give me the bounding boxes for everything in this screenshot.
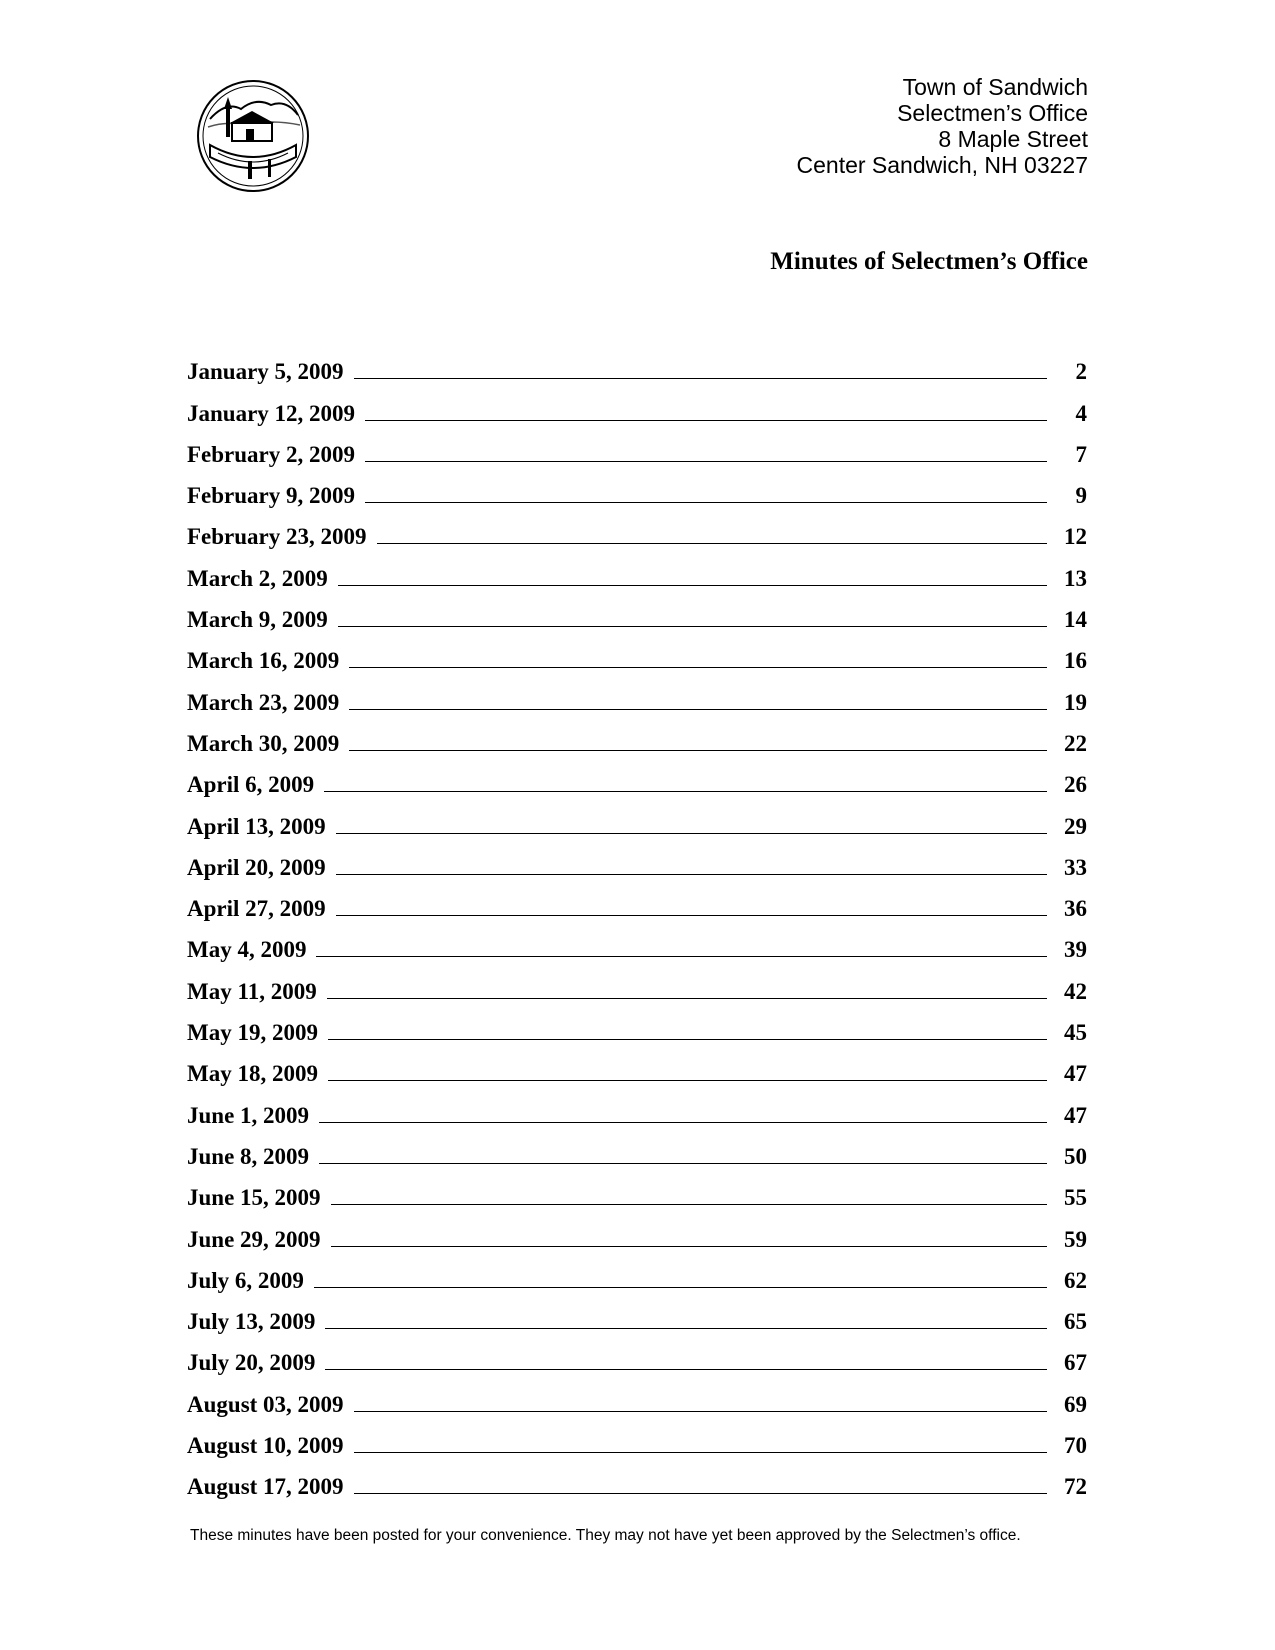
toc-entry[interactable] (187, 385, 1087, 426)
toc-entry[interactable] (187, 1294, 1087, 1335)
footer-note: These minutes have been posted for your convenience. They may not have yet been approved by the Selectmen’s office. (190, 1527, 1021, 1544)
toc-entry-date: August 03, 2009 (187, 1391, 344, 1417)
toc-leader-line (336, 832, 1047, 834)
toc-leader-line (354, 377, 1047, 379)
toc-entry-page: 26 (1064, 772, 1087, 798)
toc-entry[interactable] (187, 757, 1087, 798)
toc-entry[interactable] (187, 881, 1087, 922)
toc-entry-page: 22 (1064, 730, 1087, 756)
toc-leader-line (365, 501, 1047, 503)
toc-entry-page: 65 (1064, 1309, 1087, 1335)
toc-entry-date: May 4, 2009 (187, 937, 307, 963)
address-town: Town of Sandwich (902, 74, 1088, 100)
toc-entry-date: June 8, 2009 (187, 1143, 310, 1169)
toc-entry-date: June 1, 2009 (187, 1102, 310, 1128)
toc-entry[interactable] (187, 1253, 1087, 1294)
toc-leader-line (338, 584, 1047, 586)
toc-entry[interactable] (187, 674, 1087, 715)
toc-entry[interactable] (187, 427, 1087, 468)
toc-leader-line (325, 1327, 1047, 1329)
toc-leader-line (316, 955, 1047, 957)
toc-entry[interactable] (187, 1005, 1087, 1046)
toc-entry[interactable] (187, 840, 1087, 881)
toc-leader-line (354, 1492, 1047, 1494)
toc-leader-line (365, 460, 1047, 462)
toc-leader-line (327, 997, 1047, 999)
toc-leader-line (338, 625, 1047, 627)
toc-leader-line (365, 419, 1047, 421)
toc-entry-page: 62 (1064, 1267, 1087, 1293)
toc-entry[interactable] (187, 550, 1087, 591)
toc-leader-line (377, 542, 1047, 544)
page-title: Minutes of Selectmen’s Office (770, 248, 1088, 275)
toc-entry-page: 33 (1064, 854, 1087, 880)
town-seal-icon (196, 79, 310, 193)
toc-entry-date: July 20, 2009 (187, 1350, 316, 1376)
toc-entry[interactable] (187, 1459, 1087, 1500)
toc-entry[interactable] (187, 716, 1087, 757)
toc-entry-date: February 23, 2009 (187, 524, 367, 550)
toc-entry[interactable] (187, 1418, 1087, 1459)
address-street: 8 Maple Street (938, 126, 1088, 152)
toc-entry-date: February 9, 2009 (187, 483, 356, 509)
toc-entry[interactable] (187, 1211, 1087, 1252)
toc-entry[interactable] (187, 1087, 1087, 1128)
toc-entry-page: 47 (1064, 1061, 1087, 1087)
toc-leader-line (349, 749, 1047, 751)
toc-leader-line (354, 1410, 1047, 1412)
toc-entry[interactable] (187, 509, 1087, 550)
toc-leader-line (349, 666, 1047, 668)
toc-entry-page: 39 (1064, 937, 1087, 963)
toc-entry[interactable] (187, 1046, 1087, 1087)
toc-entry-page: 12 (1064, 524, 1087, 550)
toc-leader-line (354, 1451, 1047, 1453)
toc-leader-line (319, 1121, 1047, 1123)
toc-leader-line (328, 1038, 1047, 1040)
toc-leader-line (325, 1368, 1047, 1370)
toc-leader-line (319, 1162, 1047, 1164)
toc-entry-page: 13 (1064, 565, 1087, 591)
toc-entry-page: 16 (1064, 648, 1087, 674)
toc-entry[interactable] (187, 1129, 1087, 1170)
toc-entry-date: May 18, 2009 (187, 1061, 318, 1087)
toc-entry[interactable] (187, 963, 1087, 1004)
toc-entry-page: 36 (1064, 896, 1087, 922)
toc-leader-line (324, 790, 1047, 792)
toc-entry-page: 4 (1075, 400, 1087, 426)
toc-entry[interactable] (187, 1170, 1087, 1211)
toc-entry-page: 70 (1064, 1433, 1087, 1459)
toc-entry-date: July 6, 2009 (187, 1267, 304, 1293)
toc-leader-line (328, 1079, 1047, 1081)
toc-leader-line (314, 1286, 1047, 1288)
address-office: Selectmen’s Office (897, 100, 1088, 126)
toc-entry[interactable] (187, 1376, 1087, 1417)
toc-entry-date: February 2, 2009 (187, 441, 356, 467)
toc-entry-page: 55 (1064, 1185, 1087, 1211)
toc-leader-line (336, 873, 1047, 875)
town-seal-graphic (196, 79, 310, 193)
toc-entry-page: 59 (1064, 1226, 1087, 1252)
toc-leader-line (336, 914, 1047, 916)
toc-entry-date: June 29, 2009 (187, 1226, 321, 1252)
toc-entry-date: January 12, 2009 (187, 400, 356, 426)
toc-entry-date: June 15, 2009 (187, 1185, 321, 1211)
toc-entry[interactable] (187, 344, 1087, 385)
address-block (797, 74, 1089, 178)
toc-entry-date: March 2, 2009 (187, 565, 328, 591)
toc-entry-page: 7 (1075, 441, 1087, 467)
toc-entry-date: April 27, 2009 (187, 896, 326, 922)
toc-entry-page: 29 (1064, 813, 1087, 839)
toc-entry-date: April 6, 2009 (187, 772, 315, 798)
toc-entry-page: 72 (1064, 1474, 1087, 1500)
toc-entry-page: 47 (1064, 1102, 1087, 1128)
toc-entry-date: January 5, 2009 (187, 359, 344, 385)
toc-entry-date: May 19, 2009 (187, 1020, 318, 1046)
toc-entry-date: July 13, 2009 (187, 1309, 316, 1335)
toc-entry-page: 19 (1064, 689, 1087, 715)
toc-entry[interactable] (187, 468, 1087, 509)
toc-entry-date: August 10, 2009 (187, 1433, 344, 1459)
toc-entry-date: August 17, 2009 (187, 1474, 344, 1500)
toc-entry-page: 50 (1064, 1143, 1087, 1169)
toc-entry-page: 42 (1064, 978, 1087, 1004)
toc-entry[interactable] (187, 633, 1087, 674)
toc-leader-line (331, 1245, 1047, 1247)
toc-entry-date: March 30, 2009 (187, 730, 340, 756)
toc-entry-page: 14 (1064, 607, 1087, 633)
toc-entry-date: March 23, 2009 (187, 689, 340, 715)
toc-entry-date: March 16, 2009 (187, 648, 340, 674)
toc-entry-date: May 11, 2009 (187, 978, 317, 1004)
toc-entry[interactable] (187, 922, 1087, 963)
toc-entry-date: April 20, 2009 (187, 854, 326, 880)
table-of-contents (187, 344, 1087, 1500)
toc-entry-date: April 13, 2009 (187, 813, 326, 839)
toc-leader-line (331, 1203, 1047, 1205)
address-city: Center Sandwich, NH 03227 (796, 152, 1088, 178)
toc-entry-page: 45 (1064, 1020, 1087, 1046)
toc-entry-page: 9 (1075, 483, 1087, 509)
toc-entry-page: 2 (1075, 359, 1087, 385)
toc-entry-page: 67 (1064, 1350, 1087, 1376)
toc-entry[interactable] (187, 1335, 1087, 1376)
toc-entry-page: 69 (1064, 1391, 1087, 1417)
toc-entry[interactable] (187, 798, 1087, 839)
toc-entry[interactable] (187, 592, 1087, 633)
toc-entry-date: March 9, 2009 (187, 607, 328, 633)
toc-leader-line (349, 708, 1047, 710)
